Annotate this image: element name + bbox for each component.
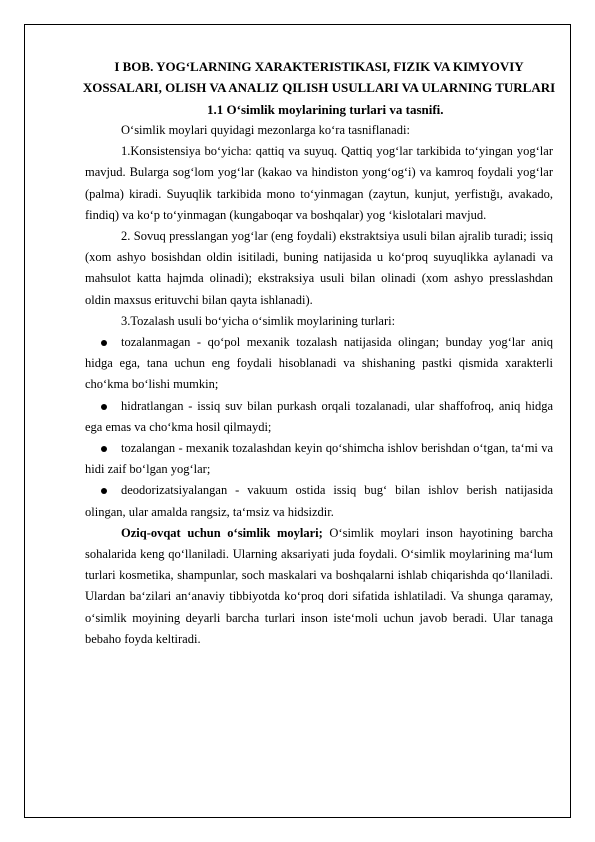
list-item [85, 480, 553, 522]
document-body [82, 56, 556, 650]
food-oils-text: O‘simlik moylari inson hayotining barcha sohalarida keng qo‘llaniladi. Ularning aksariyati juda foydali. O‘simlik moylarining ma‘lum turlari kosmetika, shampunlar, soch maskalari va boshqalarni ishlab chiqarishda qo‘llaniladi. Ulardan ba‘zilari an‘anaviy tibbiyotda ko‘proq dori sifatida ishlatiladi. Va shunga qaramay, o‘simlik moyining deyarli barcha turlari inson iste‘moli uchun javob beradi. Ular tanaga bebaho foyda keltiradi. [85, 525, 553, 646]
bullet-icon [101, 340, 107, 346]
intro-paragraph: O‘simlik moylari quyidagi mezonlarga ko‘ra tasniflanadi: [121, 123, 410, 137]
list-item-text: tozalanmagan - qo‘pol mexanik tozalash natijasida olingan; bunday yog‘lar aniq hidga ega, tana uchun eng foydali hisoblanadi va shishaning pastki qismida xarakterli cho‘kma bo‘lishi mumkin; [85, 335, 553, 392]
list-item [85, 438, 553, 480]
bullet-icon [101, 488, 107, 494]
consistency-paragraph: 1.Konsistensiya bo‘yicha: qattiq va suyuq. Qattiq yog‘lar tarkibida to‘yingan yog‘lar mavjud. Bularga sog‘lom yog‘lar (kakao va hindiston yong‘og‘i) va kamroq foydali yog‘lar (palma) kiradi. Suyuqlik tarkibida mono to‘yinmagan (zaytun, kunjut, yerfistığı, avakado, findiq) va ko‘p to‘yinmagan (kungaboqar va boshqalar) yog ‘kislotalari mavjud. [85, 144, 553, 222]
food-oils-paragraph [85, 523, 553, 650]
chapter-title: I BOB. YOG‘LARNING XARAKTERISTIKASI, FIZIK VA KIMYOVIY XOSSALARI, OLISH VA ANALIZ QILISH USULLARI VA ULARNING TURLARI [82, 59, 556, 95]
section-title: 1.1 O‘simlik moylarining turlari va tasnifi. [207, 102, 444, 117]
list-item-text: deodorizatsiyalangan - vakuum ostida issiq bug‘ bilan ishlov berish natijasida olingan, ular amalda rangsiz, ta‘msiz va hidsizdir. [85, 483, 553, 519]
list-item-text: hidratlangan - issiq suv bilan purkash orqali tozalanadi, ular shaffofroq, aniq hidga ega emas va cho‘kma hosil qilmaydi; [85, 398, 553, 434]
extraction-paragraph: 2. Sovuq presslangan yog‘lar (eng foydali) ekstraktsiya usuli bilan ajralib turadi; issiq (xom ashyo bosishdan oldin isitiladi, buning natijasida u ko‘proq suyuqlikka aylanadi va mahsulot katta hajmda olinadi); ekstraksiya usuli bilan olinadi (xom ashyo presslashdan oldin maxsus erituvchi bilan qayta ishlanadi). [85, 229, 553, 307]
bullet-icon [101, 446, 107, 452]
bullet-icon [101, 404, 107, 410]
list-item [85, 396, 553, 438]
list-item-text: tozalangan - mexanik tozalashdan keyin qo‘shimcha ishlov berishdan o‘tgan, ta‘mi va hidi zaif bo‘lgan yog‘lar; [85, 441, 553, 477]
list-item [85, 332, 553, 396]
food-oils-heading: Oziq-ovqat uchun o‘simlik moylari; [121, 525, 323, 540]
refining-paragraph: 3.Tozalash usuli bo‘yicha o‘simlik moylarining turlari: [121, 313, 396, 328]
